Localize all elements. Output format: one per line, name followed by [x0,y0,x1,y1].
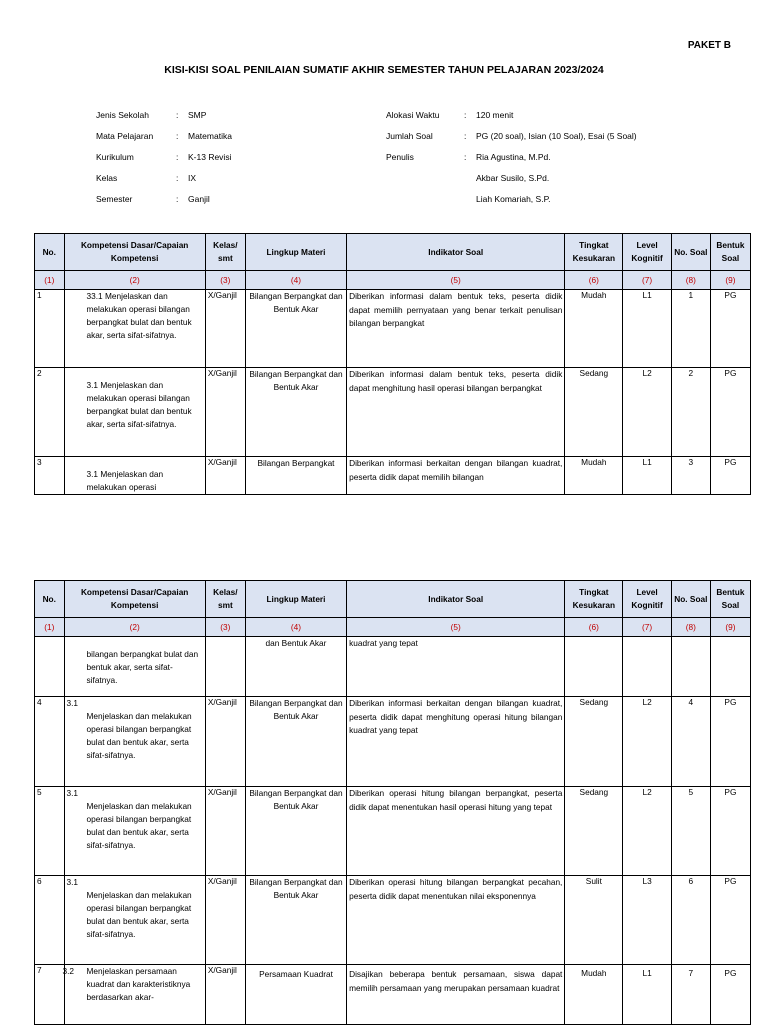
cell-kompetensi [64,876,205,965]
header-lingkup: Lingkup Materi [245,581,346,618]
cell-kompetensi [64,457,205,495]
table-row [35,697,751,787]
cell-lingkup: Bilangan Berpangkat [245,457,346,495]
cell-no-soal: 7 [671,965,710,1025]
cell-kelas: X/Ganjil [205,290,245,368]
cell-indikator: kuadrat yang tepat [347,637,565,697]
cell-bentuk: PG [710,290,750,368]
info-sep: : [176,131,179,141]
info-value: Akbar Susilo, S.Pd. [476,173,550,183]
cell-no-soal: 5 [671,787,710,876]
cell-no-soal [671,637,710,697]
info-sep: : [176,110,179,120]
cell-lingkup: dan Bentuk Akar [245,637,346,697]
cell-kompetensi [64,787,205,876]
cell-no: 7 [35,965,65,1025]
cell-no-soal: 4 [671,697,710,787]
header-no-soal: No. Soal [671,234,710,271]
cell-indikator: Diberikan informasi berkaitan dengan bilangan kuadrat, peserta didik dapat menghitung operasi hitung bilangan kuadrat yang tepat [347,697,565,787]
header-num: (2) [64,271,205,290]
info-sep: : [464,152,467,162]
info-sep: : [464,110,467,120]
table-row [35,637,751,697]
header-num: (1) [35,271,65,290]
kd-number: 3.1 [66,698,79,708]
header-num: (7) [623,618,672,637]
cell-lingkup: Persamaan Kuadrat [245,965,346,1025]
header-num: (6) [565,271,623,290]
cell-no: 6 [35,876,65,965]
cell-tingkat: Mudah [565,457,623,495]
cell-lingkup: Bilangan Berpangkat dan Bentuk Akar [245,290,346,368]
cell-no-soal: 1 [671,290,710,368]
kd-text: Menjelaskan dan melakukan operasi bilangan berpangkat bulat dan bentuk akar, serta sifat-sifatnya. [86,801,192,850]
document-title: KISI-KISI SOAL PENILAIAN SUMATIF AKHIR SEMESTER TAHUN PELAJARAN 2023/2024 [164,64,604,76]
kd-number: 3.2 [62,966,75,976]
table-row [35,965,751,1025]
header-num: (9) [710,618,750,637]
info-value: 120 menit [476,110,514,120]
info-label: Kelas [96,173,118,183]
cell-kompetensi [64,290,205,368]
info-value: Matematika [188,131,232,141]
info-label: Kurikulum [96,152,134,162]
info-label: Mata Pelajaran [96,131,154,141]
header-tingkat: Tingkat Kesukaran [565,234,623,271]
cell-no: 3 [35,457,65,495]
cell-indikator: Diberikan operasi hitung bilangan berpangkat, peserta didik dapat menentukan hasil operasi hitung yang tepat [347,787,565,876]
cell-bentuk: PG [710,368,750,457]
cell-indikator: Diberikan informasi berkaitan dengan bilangan kuadrat, peserta didik dapat memilih bilangan [347,457,565,495]
paket-label: PAKET B [687,40,731,51]
cell-lingkup: Bilangan Berpangkat dan Bentuk Akar [245,787,346,876]
header-no-soal: No. Soal [671,581,710,618]
kd-number: 3.1 [66,788,79,798]
header-number-row [35,271,751,290]
cell-level: L2 [623,787,672,876]
kd-text: bilangan berpangkat bulat dan bentuk akar, serta sifat-sifatnya. [86,649,199,685]
header-indikator: Indikator Soal [347,581,565,618]
header-kompetensi: Kompetensi Dasar/Capaian Kompetensi [64,581,205,618]
cell-level: L3 [623,876,672,965]
header-kelas: Kelas/ smt [205,581,245,618]
table-row [35,290,751,368]
info-label: Alokasi Waktu [386,110,440,120]
cell-tingkat: Sedang [565,368,623,457]
cell-tingkat: Sedang [565,787,623,876]
info-value: K-13 Revisi [188,152,232,162]
header-bentuk: Bentuk Soal [710,581,750,618]
header-num: (1) [35,618,65,637]
cell-bentuk [710,637,750,697]
table-row [35,368,751,457]
info-value: IX [188,173,197,183]
cell-kelas: X/Ganjil [205,965,245,1025]
cell-tingkat: Mudah [565,965,623,1025]
cell-level [623,637,672,697]
info-sep: : [176,194,179,204]
cell-no [35,637,65,697]
cell-kelas [205,637,245,697]
info-value: Liah Komariah, S.P. [476,194,551,204]
info-label: Penulis [386,152,414,162]
header-kelas: Kelas/ smt [205,234,245,271]
info-value: SMP [188,110,207,120]
header-no: No. [35,234,65,271]
header-bentuk: Bentuk Soal [710,234,750,271]
info-label: Jenis Sekolah [96,110,149,120]
header-tingkat: Tingkat Kesukaran [565,581,623,618]
header-num: (8) [671,618,710,637]
cell-kompetensi [64,368,205,457]
header-lingkup: Lingkup Materi [245,234,346,271]
header-no: No. [35,581,65,618]
cell-level: L1 [623,965,672,1025]
header-num: (3) [205,618,245,637]
info-value: Ganjil [188,194,210,204]
info-sep: : [464,131,467,141]
cell-no: 1 [35,290,65,368]
header-kompetensi: Kompetensi Dasar/Capaian Kompetensi [64,234,205,271]
kd-text: 3.1 Menjelaskan dan melakukan operasi bilangan berpangkat bulat dan bentuk akar, serta sifat-sifatnya. [86,380,192,429]
cell-no-soal: 2 [671,368,710,457]
cell-tingkat: Sedang [565,697,623,787]
header-indikator: Indikator Soal [347,234,565,271]
info-label: Jumlah Soal [386,131,433,141]
cell-kelas: X/Ganjil [205,787,245,876]
cell-no: 4 [35,697,65,787]
header-number-row [35,618,751,637]
info-sep: : [176,173,179,183]
info-value: PG (20 soal), Isian (10 Soal), Esai (5 Soal) [476,131,637,141]
header-num: (8) [671,271,710,290]
header-row [35,234,751,271]
cell-level: L2 [623,697,672,787]
header-num: (2) [64,618,205,637]
cell-tingkat: Sulit [565,876,623,965]
kisi-kisi-table-page-1 [34,233,751,495]
cell-indikator: Diberikan operasi hitung bilangan berpangkat pecahan, peserta didik dapat menentukan nilai eksponennya [347,876,565,965]
header-num: (9) [710,271,750,290]
cell-kelas: X/Ganjil [205,697,245,787]
header-num: (4) [245,271,346,290]
cell-lingkup: Bilangan Berpangkat dan Bentuk Akar [245,876,346,965]
cell-no: 2 [35,368,65,457]
kd-text: Menjelaskan dan melakukan operasi bilangan berpangkat bulat dan bentuk akar, serta sifat-sifatnya. [86,711,192,760]
kisi-kisi-table-page-2 [34,580,751,1025]
cell-bentuk: PG [710,876,750,965]
header-num: (7) [623,271,672,290]
cell-bentuk: PG [710,965,750,1025]
header-level: Level Kognitif [623,581,672,618]
cell-kompetensi [64,697,205,787]
cell-bentuk: PG [710,787,750,876]
table-row [35,876,751,965]
cell-no: 5 [35,787,65,876]
cell-lingkup: Bilangan Berpangkat dan Bentuk Akar [245,697,346,787]
cell-level: L1 [623,290,672,368]
table-row [35,787,751,876]
cell-tingkat [565,637,623,697]
cell-tingkat: Mudah [565,290,623,368]
header-num: (6) [565,618,623,637]
cell-no-soal: 6 [671,876,710,965]
header-row [35,581,751,618]
cell-bentuk: PG [710,457,750,495]
cell-kompetensi [64,637,205,697]
header-level: Level Kognitif [623,234,672,271]
kd-text: 3.1 Menjelaskan dan melakukan operasi [86,469,164,492]
kd-text: Menjelaskan dan melakukan operasi bilangan berpangkat bulat dan bentuk akar, serta sifat-sifatnya. [86,890,192,939]
cell-kelas: X/Ganjil [205,876,245,965]
header-num: (4) [245,618,346,637]
cell-no-soal: 3 [671,457,710,495]
info-sep: : [176,152,179,162]
cell-indikator: Diberikan informasi dalam bentuk teks, peserta didik dapat menghitung hasil operasi bilangan berpangkat [347,368,565,457]
cell-kelas: X/Ganjil [205,457,245,495]
header-num: (5) [347,271,565,290]
kd-number: 3.1 [66,877,79,887]
header-num: (5) [347,618,565,637]
header-num: (3) [205,271,245,290]
info-label: Semester [96,194,133,204]
cell-level: L2 [623,368,672,457]
table-row [35,457,751,495]
cell-lingkup: Bilangan Berpangkat dan Bentuk Akar [245,368,346,457]
cell-indikator: Diberikan informasi dalam bentuk teks, peserta didik dapat memilih pernyataan yang benar terkait penulisan bilangan berpangkat [347,290,565,368]
cell-kelas: X/Ganjil [205,368,245,457]
cell-bentuk: PG [710,697,750,787]
cell-level: L1 [623,457,672,495]
kd-text: Menjelaskan persamaan kuadrat dan karakteristiknya berdasarkan akar- [86,966,191,1002]
info-value: Ria Agustina, M.Pd. [476,152,551,162]
cell-indikator: Disajikan beberapa bentuk persamaan, siswa dapat memilih persamaan yang merupakan persamaan kuadrat [347,965,565,1025]
cell-kompetensi [64,965,205,1025]
kd-text: 33.1 Menjelaskan dan melakukan operasi bilangan berpangkat bulat dan bentuk akar, serta sifat-sifatnya. [86,291,192,340]
